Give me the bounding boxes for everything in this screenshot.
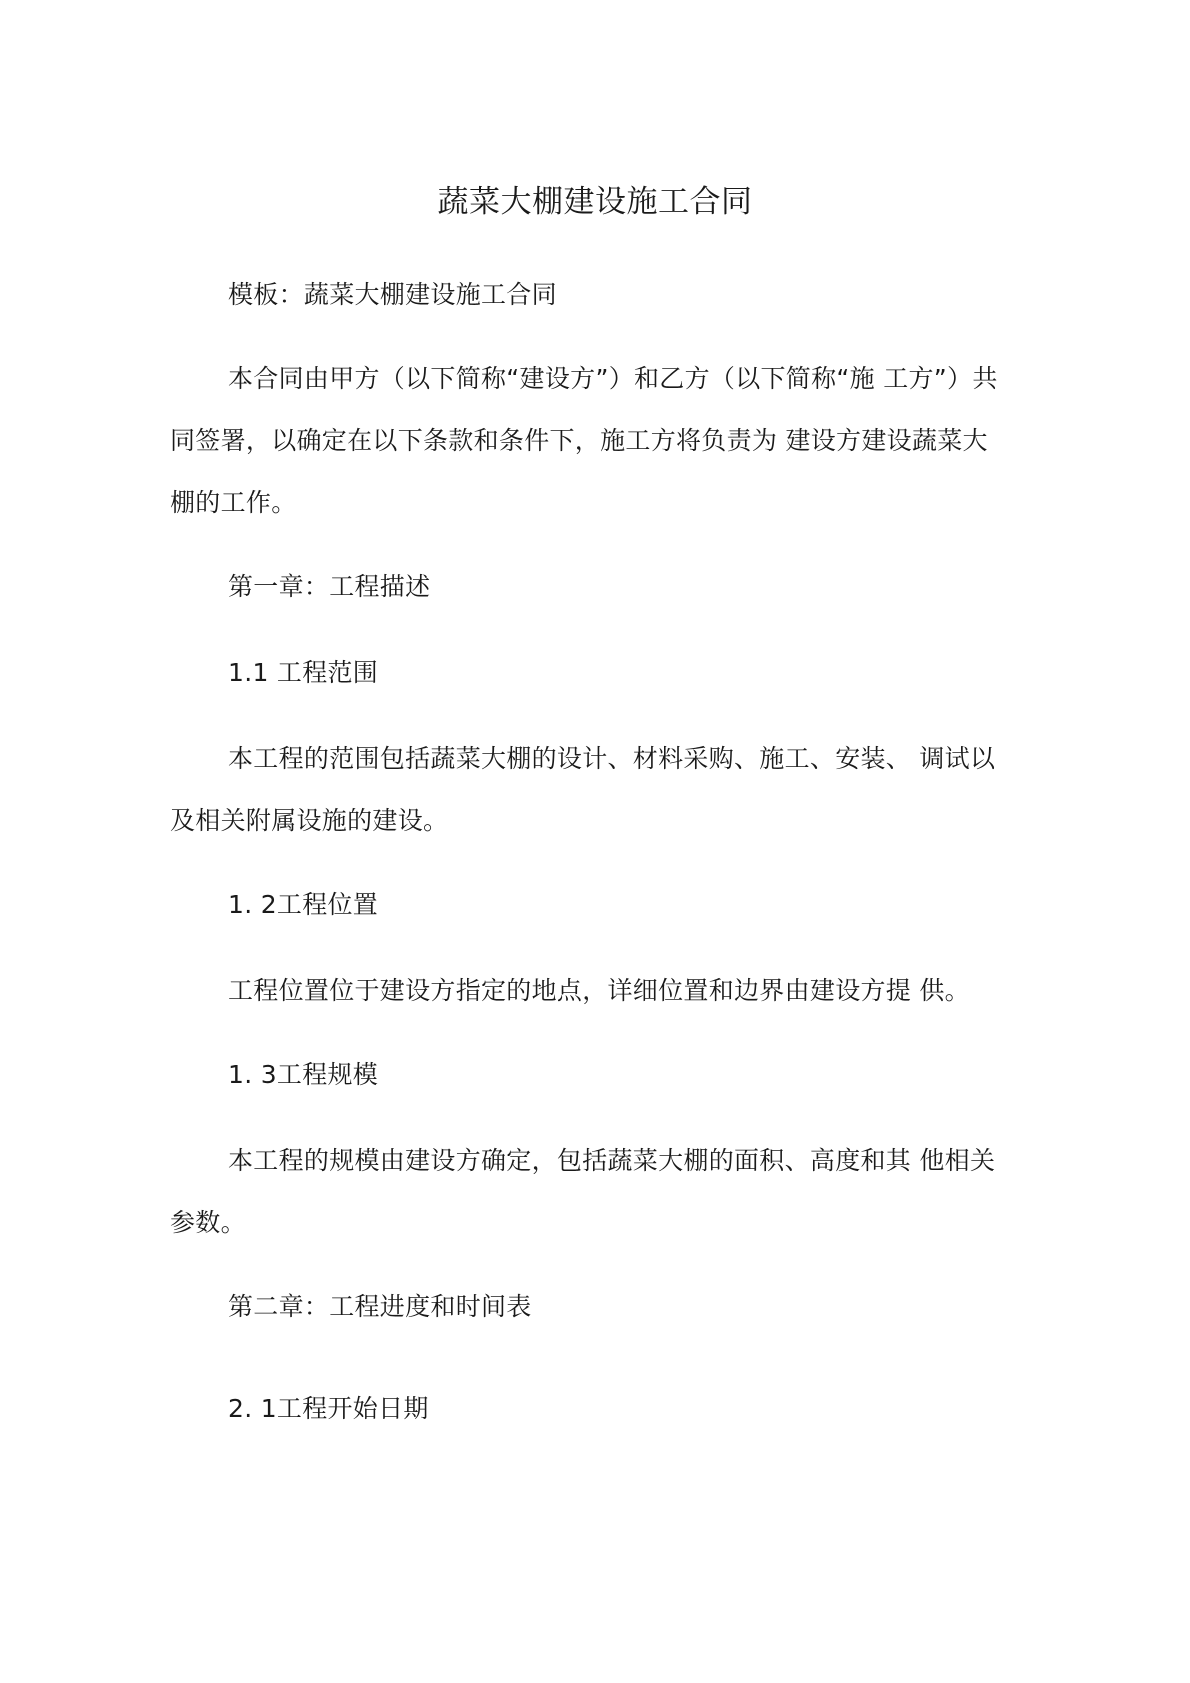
document-title: 蔬菜大棚建设施工合同: [437, 184, 753, 220]
section-1-1-paragraph-line-1: 本工程的范围包括蔬菜大棚的设计、材料采购、施工、安装、 调试以: [228, 744, 996, 773]
template-line: 模板：蔬菜大棚建设施工合同: [228, 280, 557, 309]
section-2-1-heading: 2. 1工程开始日期: [228, 1394, 429, 1423]
section-1-3-heading: 1. 3工程规模: [228, 1060, 379, 1089]
section-1-3-paragraph-line-1: 本工程的规模由建设方确定，包括蔬菜大棚的面积、高度和其 他相关: [228, 1146, 996, 1175]
section-1-2-heading: 1. 2工程位置: [228, 890, 379, 919]
intro-paragraph-line-1: 本合同由甲方（以下简称“建设方”）和乙方（以下简称“施 工方”）共: [228, 364, 998, 393]
section-1-2-paragraph: 工程位置位于建设方指定的地点，详细位置和边界由建设方提 供。: [228, 976, 970, 1005]
intro-paragraph-line-3: 棚的工作。: [170, 488, 297, 517]
section-1-3-paragraph-line-2: 参数。: [170, 1208, 246, 1237]
intro-paragraph-line-2: 同签署，以确定在以下条款和条件下，施工方将负责为 建设方建设蔬菜大: [170, 426, 988, 455]
section-1-1-paragraph-line-2: 及相关附属设施的建设。: [170, 806, 449, 835]
chapter-1-heading: 第一章：工程描述: [228, 572, 431, 601]
section-1-1-heading: 1.1 工程范围: [228, 658, 379, 687]
chapter-2-heading: 第二章：工程进度和时间表: [228, 1292, 532, 1321]
